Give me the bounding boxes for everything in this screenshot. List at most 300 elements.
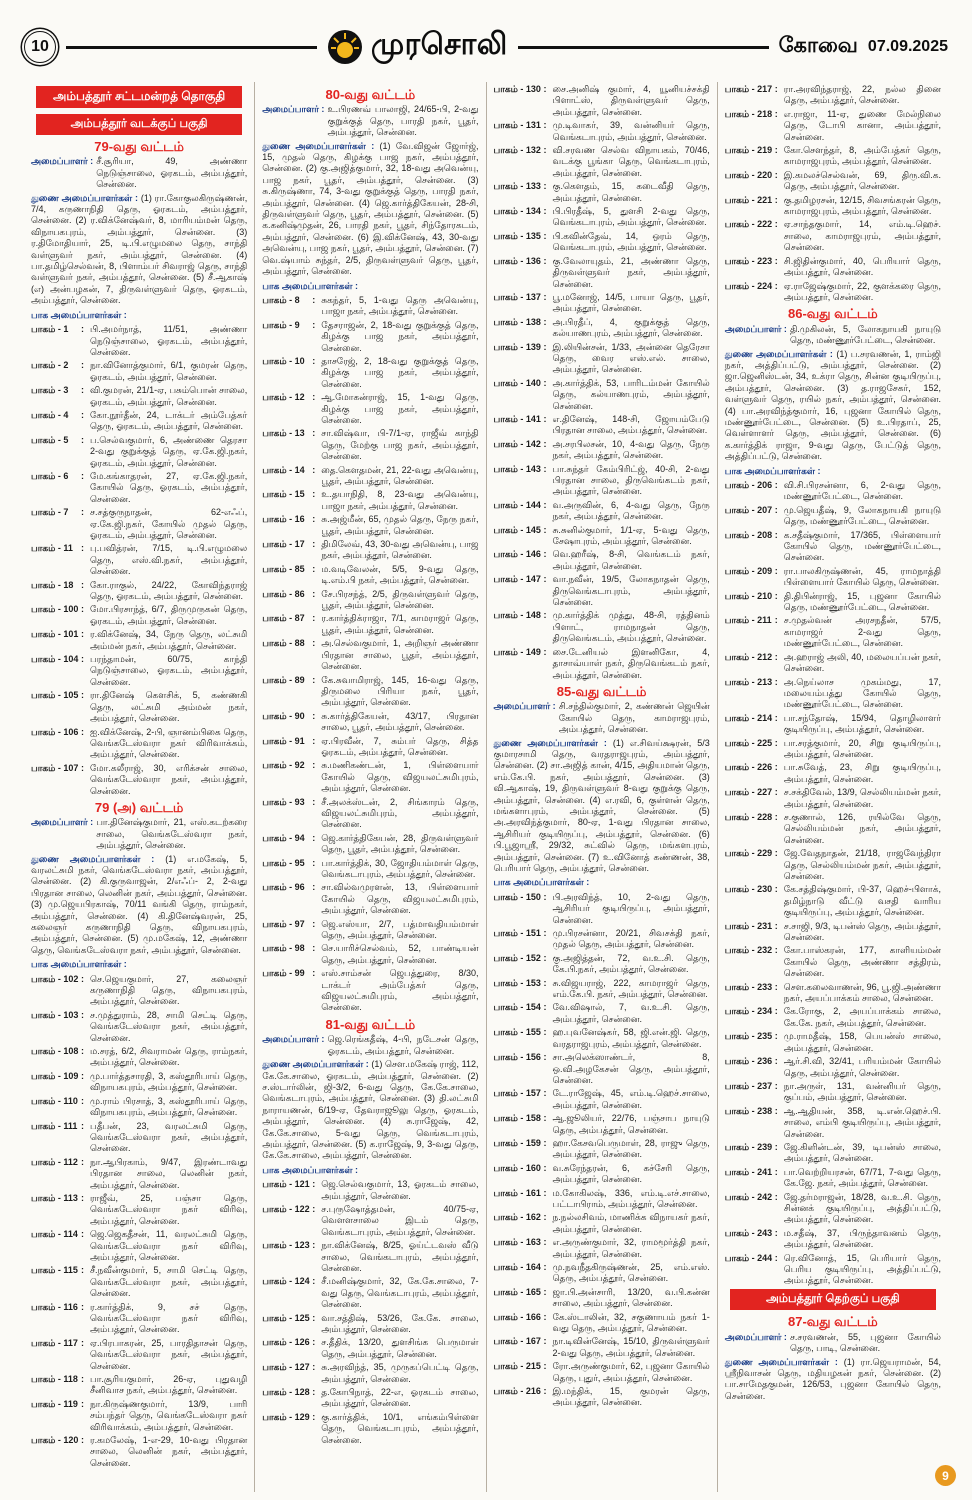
part-number: பாகம் - 234 bbox=[724, 1006, 773, 1017]
part-text: சௌ.கலைவாணன், 96, பூ.ஜி.அண்ணா நகர், அயப்பாக்கம் சாலை, சென்னை. bbox=[783, 981, 941, 1004]
part-text: பா.சந்தோஷ், 15/94, தொழிலாளர் குடியிருப்பு, அம்பத்தூர், சென்னை. bbox=[783, 712, 941, 735]
part-colon: : bbox=[81, 1156, 84, 1167]
part-colon: : bbox=[543, 1212, 547, 1223]
part-text: சீ.மனிஷ்குமார், 32, கே.கே.சாலை, 7-வது தெரு, வெங்கடாபுரம், அம்பத்தூர், சென்னை. bbox=[321, 1276, 479, 1310]
part-text: ம.சதீஷ், 37, பிருந்தாவனம் தெரு, அம்பத்தூர், சென்னை. bbox=[783, 1227, 941, 1250]
part-text: மு.ராமதீஷ், 158, பெயன்ஸ் சாலை, அம்பத்தூர், சென்னை. bbox=[783, 1031, 941, 1053]
part-colon: : bbox=[312, 563, 316, 574]
part-text: அ.ஹராஜ் அலி, 40, மலையப்பன் நகர், சென்னை. bbox=[783, 651, 941, 674]
part-text: பு.பவித்ரன், 7/15, டி.பி.எழுமலை தெரு, எஸ்.வி.நகர், அம்பத்தூர், சென்னை. bbox=[90, 543, 248, 577]
part-organizers-label: பாக அமைப்பாளர்கள் : bbox=[493, 877, 590, 888]
part-entry bbox=[725, 884, 941, 918]
role-text: தி.முகிலன், 5, லோகநாயகி நாயுடு தெரு, மண்ணூர்பேட்டை, சென்னை. bbox=[789, 323, 941, 346]
part-number: பாகம் - 12 bbox=[262, 392, 305, 403]
part-text: ஏ.பிரபாகரன், 25, பாரதிதாசன் தெரு, வெங்கடேஸ்வரா நகர், அம்பத்தூர், சென்னை. bbox=[90, 1337, 248, 1371]
part-text: ச.புருஷோத்தமன், 40/75-ஏ, வௌளசாலை இடம் தெரு, வெங்கடாபுரம், அம்பத்தூர், சென்னை. bbox=[321, 1203, 479, 1237]
part-number: பாகம் - 13 bbox=[262, 428, 305, 439]
part-number: பாகம் - 129 bbox=[262, 1411, 310, 1422]
part-colon: : bbox=[774, 590, 778, 601]
part-number: பாகம் - 17 bbox=[262, 539, 305, 550]
part-text: சா.அலெக்ஸாண்டர், 8, ஒ.வி.அழகேசன் தெரு, அம்பத்தூர், சென்னை. bbox=[552, 1052, 710, 1085]
part-text: சா.வில்வமுரளன், 13, பிள்ளையார் கோயில் தெரு, விஜயலட்சுமிபுரம், அம்பத்தூர், சென்னை. bbox=[321, 882, 479, 916]
part-text: அ.நெய்லாச முகம்மது, 17, மலையம்பத்து கோயில் தெரு, மண்ணூர்பேட்டை, சென்னை. bbox=[783, 676, 941, 710]
part-organizers-label: பாக அமைப்பாளர்கள் : bbox=[262, 1164, 358, 1175]
part-colon: : bbox=[543, 206, 547, 217]
part-number: பாகம் - 155 bbox=[493, 1027, 541, 1038]
part-colon: : bbox=[81, 629, 84, 640]
part-number: பாகம் - 96 bbox=[262, 882, 305, 893]
role-label: அமைப்பாளர் : bbox=[493, 701, 556, 712]
part-text: ச.சக்திவேல், 13/9, செல்லியம்மன் நகர், அம்பத்தூர், சென்னை. bbox=[783, 787, 941, 809]
part-colon: : bbox=[543, 463, 547, 474]
part-text: பா.சுவேத், 23, சிறு குடியிருப்பு, அம்பத்தூர், சென்னை. bbox=[783, 762, 941, 784]
part-text: சுகந்தர், 5, 1-வது தெரு அவென்யு, பாஜா நகர், அம்பத்தூர், சென்னை. bbox=[321, 294, 479, 317]
part-entry bbox=[262, 1362, 478, 1385]
part-text: த.கோபிநாத், 22-எ, ஓரகடம் சாலை, அம்பத்தூர், சென்னை. bbox=[321, 1387, 479, 1409]
part-colon: : bbox=[312, 735, 316, 746]
part-text: கே.சுவாமிராஜ், 145, 16-வது தெரு, திருமலை பிரியா நகர், பூதர், அம்பத்தூர், சென்னை. bbox=[321, 674, 479, 708]
part-number: பாகம் - 163 bbox=[493, 1237, 541, 1248]
part-colon: : bbox=[81, 1337, 84, 1348]
part-colon: : bbox=[774, 1141, 778, 1152]
column-1 bbox=[24, 82, 254, 1492]
part-text: நா.விக்னேஷ், 8/25, ஓய்ட்டவஸ் வீடு சாலை, வெங்கடாபுரம், அம்பத்தூர், சென்னை. bbox=[321, 1240, 479, 1273]
part-text: பி.பிரதீஷ், 5, துளசி 2-வது தெரு, வெங்கடாபுரம், அம்பத்தூர், சென்னை. bbox=[552, 206, 710, 228]
part-colon: : bbox=[81, 324, 84, 335]
part-text: ப.செல்வகுமார், 6, அண்ணை தெரசா 2-வது குறுக்குத் தெரு, ஏ.கே.ஜி.நகர், ஓரகடம், அம்பத்தூர், சென்னை. bbox=[90, 434, 248, 468]
part-entry bbox=[31, 507, 247, 541]
part-number: பாகம் - 241 bbox=[724, 1166, 773, 1177]
part-entry bbox=[262, 1179, 478, 1202]
part-entry bbox=[494, 231, 710, 254]
part-text: தி.திபின்ராஜ், 15, புஜனா கோயில் தெரு, மண்ணூர்பேட்டை, சென்னை. bbox=[783, 590, 941, 613]
part-colon: : bbox=[543, 977, 547, 988]
part-number: பாகம் - 93 bbox=[262, 796, 305, 807]
part-text: அ.கார்த்திக், 53, பாரிடம்மன் கோயில் தெரு, கல்யாணபுரம், அம்பத்தூர், சென்னை. bbox=[552, 377, 710, 411]
part-entry bbox=[494, 1287, 710, 1310]
part-number: பாகம் - 150 bbox=[493, 891, 541, 902]
part-text: ச.குணால், 126, ரயில்வே தெரு, செல்லியம்மன் நகர், அம்பத்தூர், சென்னை. bbox=[783, 811, 941, 845]
part-colon: : bbox=[774, 84, 778, 94]
part-colon: : bbox=[774, 811, 778, 822]
part-colon: : bbox=[774, 651, 778, 662]
part-colon: : bbox=[81, 470, 84, 481]
deputy-organizers-entry bbox=[725, 349, 941, 463]
part-text: வி.சி.பிரசன்னா, 6, 2-வது தெரு, மண்ணூர்பேட்டை, சென்னை. bbox=[783, 480, 941, 502]
part-entry bbox=[31, 974, 247, 1008]
part-number: பாகம் - 156 bbox=[493, 1052, 541, 1063]
part-entry bbox=[262, 760, 478, 794]
part-text: பா.வெற்றியரசன், 67/71, 7-வது தெரு, கே.ஜே. நகர், அம்பத்தூர், சென்னை. bbox=[783, 1166, 941, 1189]
part-text: பூ.மனோஜ், 14/5, பாயா தெரு, பூதர், அம்பத்தூர், சென்னை. bbox=[552, 291, 710, 314]
part-text: ஏ.சாந்தகுமார், 14, எம்.டி.ஹெச். சாலை, காமராஜபுரம், அம்பத்தூர், சென்னை. bbox=[783, 219, 941, 253]
part-entry bbox=[262, 514, 478, 537]
part-colon: : bbox=[543, 610, 547, 621]
part-entry bbox=[725, 1228, 941, 1251]
part-text: வா.சத்திஷ், 53/26, கே.கே. சாலை, அம்பத்தூர், சென்னை. bbox=[321, 1312, 479, 1335]
part-number: பாகம் - 226 bbox=[724, 762, 773, 773]
part-colon: : bbox=[312, 1240, 316, 1251]
ward-heading: 85-வது வட்டம் bbox=[556, 683, 647, 699]
part-text: ஏ.ராஜேஷ்குமார், 22, குளக்கரை தெரு, அம்பத்தூர், சென்னை. bbox=[783, 280, 941, 302]
part-number: பாகம் - 97 bbox=[262, 918, 305, 929]
part-entry bbox=[31, 1193, 247, 1227]
part-colon: : bbox=[543, 1262, 547, 1272]
part-colon: : bbox=[81, 1229, 84, 1240]
part-entry bbox=[725, 1253, 941, 1287]
part-text: கோ.ராகுல், 24/22, கோவிந்தராஜ் தெரு, ஓரகடம், அம்பத்தூர், சென்னை. bbox=[90, 579, 248, 602]
part-text: மு.டிவாகர், 39, வன்னியர் தெரு, வெங்கடாபுரம், அம்பத்தூர், சென்னை. bbox=[552, 120, 710, 142]
part-number: பாகம் - 218 bbox=[724, 108, 773, 119]
part-colon: : bbox=[81, 1301, 84, 1312]
part-entry bbox=[725, 1192, 941, 1226]
role-label: துணை அமைப்பாளர்கள் : bbox=[262, 1059, 372, 1070]
part-number: பாகம் - 149 bbox=[493, 646, 541, 657]
part-entry bbox=[262, 1240, 478, 1274]
part-text: சா.விஷ்வா, பி-7/1-ஏ, ராஜீவ் காந்தி தெரு, மேற்கு பாஜ நகர், அம்பத்தூர், சென்னை. bbox=[321, 428, 479, 462]
part-text: ந.நல்லசிவம், மாணிக்க விநாயகர் நகர், அம்பத்தூர், சென்னை. bbox=[552, 1212, 710, 1234]
part-number: பாகம் - 18 bbox=[31, 579, 74, 590]
part-number: பாகம் - 14 bbox=[262, 464, 305, 475]
part-entry bbox=[262, 711, 478, 734]
part-entry bbox=[725, 848, 941, 882]
role-label: அமைப்பாளர் : bbox=[724, 323, 787, 334]
part-colon: : bbox=[81, 1192, 84, 1203]
part-text: ரெ.வினோத், 15, பெரியார் தெரு, பெரிய குடியிருப்பு, அத்திப்பட்டு, அம்பத்தூர், சென்னை. bbox=[783, 1252, 941, 1286]
part-colon: : bbox=[312, 355, 316, 366]
part-text: கு.வேலாயுதம், 21, அண்ணா தெரு, திருவள்ளுவர் நகர், அம்பத்தூர், சென்னை. bbox=[552, 255, 710, 289]
part-colon: : bbox=[312, 943, 316, 954]
part-entry bbox=[725, 256, 941, 279]
part-text: சீ.நவீன்குமார், 5, சாமி செட்டி தெரு, வெங்கடேஸ்வரா நகர், அம்பத்தூர், சென்னை. bbox=[90, 1265, 248, 1299]
part-text: மு.கார்த்திக் முத்து, 48-சி, ரத்தினம் பிளாட், ராமநாதன் தெரு, திருவெங்கடம், அம்பத்தூர், சென்னை. bbox=[552, 610, 710, 644]
part-text: செ.ஜெயகுமார், 27, கலைஞர் கருணாநிதி தெரு, விநாயகபுரம், அம்பத்தூர், சென்னை. bbox=[90, 973, 248, 1007]
part-number: பாகம் - 225 bbox=[724, 737, 773, 748]
part-text: மே.கங்காதரன், 27, ஏ.கே.ஜி.நகர், கோயில் தெரு, ஓரகடம், அம்பத்தூர், சென்னை. bbox=[90, 470, 248, 504]
part-entry bbox=[262, 1387, 478, 1410]
part-entry bbox=[725, 530, 941, 564]
part-number: பாகம் - 220 bbox=[724, 169, 773, 180]
part-number: பாகம் - 215 bbox=[493, 1361, 541, 1372]
part-colon: : bbox=[312, 588, 316, 599]
part-text: தேசராஜன், 2, 18-வது குறுக்குத் தெரு, கிழக்கு பாஜ நகர், அம்பத்தூர், சென்னை. bbox=[321, 319, 479, 353]
part-text: மு.பிரசன்னா, 20/21, சிவசக்தி நகர், முதல் தெரு, அம்பத்தூர், சென்னை. bbox=[552, 928, 710, 950]
part-text: அ.பிரதீப், 4, குறுக்குத் தெரு, கல்யாணபுரம், அம்பத்தூர், சென்னை. bbox=[552, 316, 710, 339]
role-text: (1) ரா.ஜெயராமன், 54, ஸ்ரீநிவாசன் தெரு, மதியழகன் நகர், சென்னை. (2) பா.சாமேதகுமன், 126/53, புஜனா கோயில் தெரு, சென்னை. bbox=[724, 1356, 941, 1401]
part-number: பாகம் - 140 bbox=[493, 377, 541, 388]
part-entry bbox=[262, 797, 478, 831]
part-number: பாகம் - 166 bbox=[493, 1311, 541, 1322]
part-text: செ.யாரிச்செல்வம், 52, பாண்டியன் தெரு, அம்பத்தூர், சென்னை. bbox=[321, 943, 479, 965]
part-colon: : bbox=[543, 341, 547, 352]
part-colon: : bbox=[774, 1006, 778, 1017]
part-text: இ.லியின்சன், 1/33, அன்னை தெரேசா தெரு, வைர எஸ்.எல். சாலை, அம்பத்தூர், சென்னை. bbox=[552, 341, 710, 375]
part-entry bbox=[31, 1302, 247, 1336]
part-text: எஸ்.சாம்சன் ஜெபத்துரை, 8/30, டாக்டர் அம்பேத்கர் தெரு, விஜயலட்சுமிபுரம், அம்பத்தூர், சென்னை. bbox=[321, 968, 479, 1013]
part-number: பாகம் - 95 bbox=[262, 857, 305, 868]
part-entry bbox=[494, 1088, 710, 1111]
organizer-entry bbox=[725, 1332, 941, 1355]
part-number: பாகம் - 144 bbox=[493, 499, 541, 510]
part-entry bbox=[494, 1138, 710, 1161]
part-text: ஜே.வேதநாதன், 21/18, ராஜவேந்திரா தெரு, செல்லியம்மன் நகர், அம்பத்தூர், சென்னை. bbox=[783, 848, 941, 881]
part-number: பாகம் - 121 bbox=[262, 1179, 310, 1190]
part-entry bbox=[725, 738, 941, 761]
ward-heading: 79 (அ) வட்டம் bbox=[94, 799, 184, 815]
ward-heading: 81-வது வட்டம் bbox=[325, 1016, 416, 1032]
part-entry bbox=[262, 428, 478, 462]
part-number: பாகம் - 237 bbox=[724, 1080, 773, 1091]
part-entry bbox=[262, 489, 478, 512]
part-number: பாகம் - 91 bbox=[262, 735, 305, 746]
part-number: பாகம் - 152 bbox=[493, 952, 541, 963]
part-entry bbox=[31, 654, 247, 688]
part-text: பதீபன், 23, வரலட்சுமி தெரு, வெங்கடேஸ்வரா நகர், அம்பத்தூர், சென்னை. bbox=[90, 1120, 248, 1154]
part-colon: : bbox=[774, 1031, 778, 1042]
part-number: பாகம் - 6 bbox=[31, 470, 69, 481]
part-colon: : bbox=[774, 169, 778, 180]
part-colon: : bbox=[81, 604, 84, 615]
part-colon: : bbox=[774, 981, 778, 992]
part-entry bbox=[262, 539, 478, 562]
ward-heading: 86-வது வட்டம் bbox=[788, 306, 878, 322]
part-text: பா.சரத்குமார், 20, சிறு குடியிருப்பு, அம்பத்தூர், சென்னை. bbox=[783, 737, 941, 759]
role-label: அமைப்பாளர் : bbox=[262, 104, 325, 115]
part-colon: : bbox=[81, 762, 84, 773]
part-colon: : bbox=[81, 690, 84, 701]
part-entry bbox=[262, 1313, 478, 1336]
part-entry bbox=[262, 919, 478, 942]
part-entry bbox=[725, 1106, 941, 1140]
part-number: பாகம் - 206 bbox=[724, 480, 773, 490]
ward-heading: 87-வது வட்டம் bbox=[788, 1314, 878, 1330]
part-colon: : bbox=[81, 579, 84, 590]
part-text: நா.ஆபிரகாம், 9/47, இரண்டாவது பிரதான சாலை, லெனின் நகர், அம்பத்தூர், சென்னை. bbox=[90, 1156, 248, 1190]
part-text: சு.அரவிந்த், 35, முருகப்பெட்டி தெரு, அம்பத்தூர், சென்னை. bbox=[321, 1362, 479, 1384]
part-colon: : bbox=[312, 796, 316, 807]
part-entry bbox=[262, 295, 478, 318]
part-number: பாகம் - 101 bbox=[31, 629, 79, 640]
part-entry bbox=[31, 1435, 247, 1469]
part-entry bbox=[31, 1096, 247, 1119]
part-entry bbox=[31, 410, 247, 433]
part-colon: : bbox=[543, 1311, 547, 1322]
part-number: பாகம் - 115 bbox=[31, 1265, 78, 1276]
role-text: சீ.சூரியா, 49, அண்ணா நெடுஞ்சாலை, ஓரகடம், அம்பத்தூர், சென்னை. bbox=[96, 156, 248, 190]
part-entry bbox=[31, 604, 247, 627]
part-text: ஜே.கிளின்டன், 39, டிபன்ஸ் சாலை, அம்பத்தூர், சென்னை. bbox=[783, 1141, 941, 1164]
part-number: பாகம் - 165 bbox=[493, 1286, 541, 1297]
part-number: பாகம் - 164 bbox=[493, 1262, 541, 1272]
part-number: பாகம் - 123 bbox=[262, 1240, 310, 1251]
part-colon: : bbox=[774, 787, 778, 798]
part-number: பாகம் - 110 bbox=[31, 1095, 78, 1106]
part-colon: : bbox=[543, 1386, 547, 1397]
part-text: மோ.கலீராஜ், 30, எரிக்சன் சாலை, வெங்கடேஸ்வரா நகர், அம்பத்தூர், சென்னை. bbox=[90, 762, 248, 796]
part-entry bbox=[31, 1046, 247, 1069]
part-entry bbox=[494, 1312, 710, 1335]
part-colon: : bbox=[543, 1336, 547, 1347]
part-entry bbox=[725, 677, 941, 711]
part-colon: : bbox=[543, 84, 547, 94]
organizer-entry bbox=[725, 324, 941, 347]
part-colon: : bbox=[774, 1166, 778, 1177]
part-colon: : bbox=[543, 1137, 547, 1148]
part-colon: : bbox=[543, 377, 547, 388]
header-rule-right bbox=[518, 46, 769, 49]
part-number: பாகம் - 227 bbox=[724, 787, 773, 798]
part-number: பாகம் - 15 bbox=[262, 489, 305, 500]
part-colon: : bbox=[774, 565, 778, 576]
part-entry bbox=[262, 736, 478, 759]
part-entry bbox=[494, 1212, 710, 1235]
part-number: பாகம் - 243 bbox=[724, 1227, 773, 1238]
part-colon: : bbox=[81, 1095, 84, 1106]
role-label: அமைப்பாளர் : bbox=[31, 156, 94, 167]
part-text: வெ.ஹரீஷ், 8-சி, வெங்கடம் நகர், அம்பத்தூர், சென்னை. bbox=[552, 549, 710, 571]
part-entry bbox=[494, 1336, 710, 1359]
part-entry bbox=[494, 1027, 710, 1050]
part-text: சீ.அலக்ஸ்டன், 2, சிங்காரம் தெரு, விஜயலட்சுமிபுரம், அம்பத்தூர், சென்னை. bbox=[321, 796, 479, 830]
part-colon: : bbox=[312, 428, 316, 439]
part-entry bbox=[31, 360, 247, 383]
part-text: வா.நவீன், 19/5, லோகநாதன் தெரு, திருவெங்கடாபுரம், அம்பத்தூர், சென்னை. bbox=[552, 574, 710, 608]
part-colon: : bbox=[774, 1080, 778, 1091]
part-entry bbox=[494, 1188, 710, 1211]
part-colon: : bbox=[312, 710, 316, 721]
page-number-badge: 10 bbox=[24, 31, 56, 63]
part-number: பாகம் - 125 bbox=[262, 1312, 310, 1323]
part-entry bbox=[494, 84, 710, 118]
part-entry bbox=[494, 647, 710, 681]
part-entry bbox=[494, 181, 710, 204]
organizer-entry bbox=[494, 701, 710, 735]
part-number: பாகம் - 111 bbox=[31, 1120, 78, 1131]
part-text: சி.ஜிதின்குமார், 40, பெரியார் தெரு, அம்பத்தூர், சென்னை. bbox=[783, 255, 941, 278]
section-banner: அம்பத்தூர் வடக்குப் பகுதி bbox=[36, 114, 242, 136]
role-text: (1) ப.சரவணன், 1, ராம்ஜி நகர், அத்திப்பட்டு, அம்பத்தூர், சென்னை. (2) ஜா.ஜெனிஸ்டன், 34, உக்ரா தெரு, சின்ன குடியிருப்பு, அம்பத்தூர், சென்னை. (3) த.ராஜசேகர், 152, வள்ளுவர் தெரு, ரயில் நகர், அம்பத்தூர், சென்னை. (4) பா.அரவிந்த்குமார், 16, புஜனா கோயில் தெரு, மண்ணூர்பேட்டை, சென்னை. (5) உ.பிரதாப், 25, வெள்ளாளர் தெரு, அம்பத்தூர், சென்னை. (6) க.கார்த்திக் ராஜா, 9-வது தெரு, பேட்டுத் தெரு, அத்திப்பட்டு, சென்னை. bbox=[724, 348, 941, 462]
organizer-entry bbox=[262, 1034, 478, 1057]
part-number: பாகம் - 239 bbox=[724, 1141, 773, 1152]
part-number: பாகம் - 235 bbox=[724, 1031, 773, 1042]
part-entry bbox=[262, 882, 478, 916]
part-text: ரா.பாலகிருஷ்ணன், 45, ராமநாத்தி பிள்ளையார் கோயில் தெரு, சென்னை. bbox=[783, 565, 941, 588]
part-text: ச.முத்துராம், 28, சாமி செட்டி தெரு, வெங்கடேஸ்வரா நகர், அம்பத்தூர், சென்னை. bbox=[90, 1009, 248, 1043]
role-label: துணை அமைப்பாளர்கள் : bbox=[724, 348, 837, 359]
part-text: சு.மணிகண்டன், 1, பிள்ளையார் கோயில் தெரு, விஜயலட்சுமிபுரம், அம்பத்தூர், சென்னை. bbox=[321, 760, 479, 794]
part-entry bbox=[262, 356, 478, 390]
part-colon: : bbox=[312, 857, 316, 868]
role-label: அமைப்பாளர் : bbox=[724, 1331, 787, 1342]
part-text: ம.சரத், 6/2, சிவராமன் தெரு, ராம்நகர், அம்பத்தூர், சென்னை. bbox=[90, 1046, 248, 1068]
part-number: பாகம் - 120 bbox=[31, 1435, 79, 1446]
part-entry bbox=[262, 638, 478, 672]
deputy-organizers-entry bbox=[262, 1059, 478, 1162]
part-entry bbox=[262, 968, 478, 1014]
part-entry bbox=[494, 500, 710, 523]
part-text: இ.மந்திக், 15, குமரன் தெரு, அம்பத்தூர், சென்னை. bbox=[552, 1386, 710, 1408]
part-entry bbox=[494, 1361, 710, 1384]
part-number: பாகம் - 133 bbox=[493, 181, 541, 192]
part-text: கு.கார்த்திக், 10/1, எங்கம்பிள்ளை தெரு, வெங்கடாபுரம், அம்பத்தூர், சென்னை. bbox=[321, 1411, 479, 1445]
part-colon: : bbox=[774, 1056, 778, 1067]
part-colon: : bbox=[774, 1191, 778, 1202]
part-text: கோ.பாஸ்கரன், 177, காளியம்மன் கோயில் தெரு, அண்ணா சத்திரம், சென்னை. bbox=[783, 945, 941, 979]
role-label: துணை அமைப்பாளர்கள் : bbox=[493, 737, 613, 748]
part-text: பி.அமர்நாத், 11/51, அண்ணா நெடுஞ்சாலை, ஓரகடம், அம்பத்தூர், சென்னை. bbox=[90, 324, 248, 357]
part-colon: : bbox=[312, 918, 316, 929]
part-entry bbox=[494, 525, 710, 548]
part-number: பாகம் - 10 bbox=[262, 355, 305, 366]
part-entry bbox=[494, 439, 710, 462]
part-entry bbox=[725, 566, 941, 589]
part-number: பாகம் - 216 bbox=[493, 1386, 541, 1397]
part-number: பாகம் - 134 bbox=[493, 206, 541, 217]
issue-date: 07.09.2025 bbox=[867, 38, 948, 55]
part-text: நா.கிருஷ்ணகுமார், 13/9, பாரி சம்பந்தர் தெரு, வெங்கடேஸ்வரா நகர் விரிவாக்கம், அம்பத்தூர், சென்னை. bbox=[90, 1398, 248, 1432]
part-entry bbox=[494, 1386, 710, 1409]
role-text: உ.பிரணவ் பாலாஜி, 24/65-பி, 2-வது குறுக்குத் தெரு, பாரதி நகர், பூதர், அம்பத்தூர், சென்னை. bbox=[327, 104, 479, 138]
part-colon: : bbox=[312, 882, 316, 893]
part-entry bbox=[31, 543, 247, 577]
organizer-entry bbox=[262, 104, 478, 138]
part-entry bbox=[725, 762, 941, 785]
part-text: மு.ஜெயதீஷ், 9, லோகநாயகி நாயுடு தெரு, மண்ணூர்பேட்டை, சென்னை. bbox=[783, 504, 941, 527]
part-entry bbox=[494, 414, 710, 437]
part-colon: : bbox=[774, 529, 778, 540]
part-text: ஜெ.ஜெகதீசன், 11, வரலட்சுமி தெரு, வெங்கடேஸ்வரா நகர் விரிவு, அம்பத்தூர், சென்னை. bbox=[90, 1229, 248, 1262]
part-colon: : bbox=[543, 230, 547, 241]
part-colon: : bbox=[543, 928, 547, 939]
part-number: பாகம் - 211 bbox=[724, 615, 772, 626]
part-text: நா.அருள், 131, வன்னியர் தெரு, குப்பம், அம்பத்தூர், சென்னை. bbox=[783, 1080, 941, 1103]
part-colon: : bbox=[312, 613, 316, 624]
part-entry bbox=[494, 464, 710, 498]
part-text: ஜா.பி.அன்சாரி, 13/20, வ.பி.கன்ன சாலை, அம்பத்தூர், சென்னை. bbox=[552, 1286, 710, 1309]
organizer-entry bbox=[31, 156, 247, 190]
part-number: பாகம் - 132 bbox=[493, 145, 541, 156]
part-colon: : bbox=[543, 549, 547, 560]
part-colon: : bbox=[774, 1105, 778, 1116]
part-number: பாகம் - 232 bbox=[724, 945, 773, 956]
part-number: பாகம் - 98 bbox=[262, 943, 305, 954]
part-text: ச.சாஜி, 9/3, டிபன்ஸ் தெரு, அம்பத்தூர், சென்னை. bbox=[783, 920, 941, 943]
part-entry bbox=[725, 219, 941, 253]
part-entry bbox=[262, 320, 478, 354]
part-colon: : bbox=[543, 646, 547, 657]
part-colon: : bbox=[543, 1052, 547, 1063]
part-entry bbox=[31, 1338, 247, 1372]
part-number: பாகம் - 86 bbox=[262, 588, 305, 599]
part-colon: : bbox=[312, 968, 316, 979]
part-entry bbox=[31, 324, 247, 358]
part-text: சை.டேனியல் இளனிகோ, 4, தாசாவ்யாள் நகர், திருவெங்கடம் நகர், அம்பத்தூர், சென்னை. bbox=[552, 646, 710, 680]
part-text: தை.கௌதமன், 21, 22-வது அவென்யு, பூதர், அம்பத்தூர், சென்னை. bbox=[321, 464, 479, 486]
part-colon: : bbox=[312, 1387, 316, 1398]
part-number: பாகம் - 208 bbox=[724, 529, 773, 540]
part-colon: : bbox=[81, 973, 84, 984]
part-colon: : bbox=[312, 539, 316, 550]
part-number: பாகம் - 89 bbox=[262, 674, 305, 685]
part-text: கு.அஜித்தன், 72, வ.உ.சி. தெரு, கே.பி.நகர், அம்பத்தூர், சென்னை. bbox=[552, 952, 710, 975]
part-colon: : bbox=[774, 884, 778, 895]
part-entry bbox=[494, 1113, 710, 1136]
part-colon: : bbox=[774, 920, 778, 931]
part-number: பாகம் - 122 bbox=[262, 1203, 310, 1214]
part-entry bbox=[494, 928, 710, 951]
part-number: பாகம் - 139 bbox=[493, 341, 541, 352]
part-number: பாகம் - 167 bbox=[493, 1336, 541, 1347]
